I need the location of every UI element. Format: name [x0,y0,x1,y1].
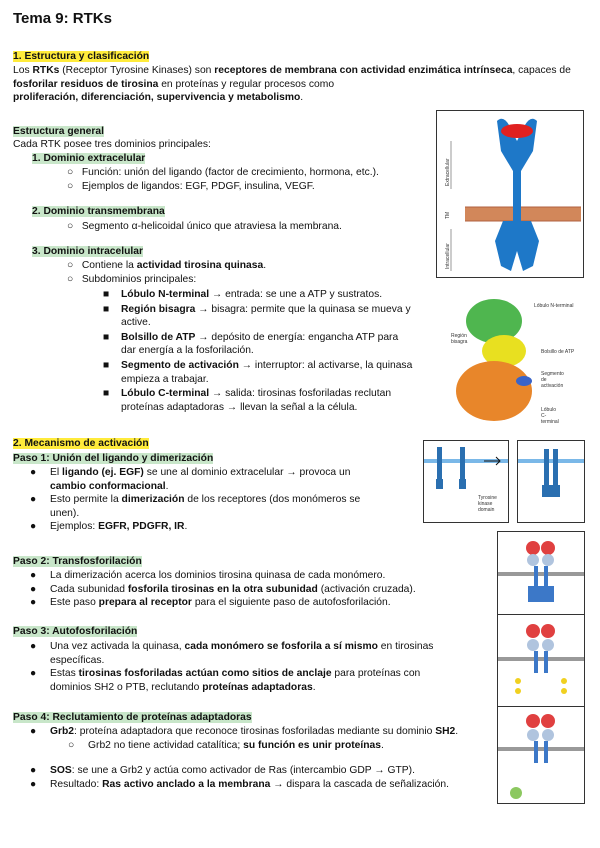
step-4-heading: Paso 4: Reclutamiento de proteínas adaptadoras [13,712,252,723]
c-lobe-shape [456,361,532,421]
transphosphorylation-figure [497,531,585,615]
step-1-bullets: ● El ligando (ej. EGF) se une al dominio extracelular → provoca un cambio conformacional. ● Esto permite la dimerización de los receptores (dos monómeros se unen). ● Ejemplos: EGFR, PDGFR, IR. [30,467,361,533]
svg-text:Región: Región [451,333,467,339]
ligand-shape [501,124,533,138]
subdomain-item: ■ Lóbulo N-terminal → entrada: se une a ATP y sustratos. [103,289,383,300]
domain-3-item: ○ Contiene la actividad tirosina quinasa. [67,260,267,271]
svg-text:terminal: terminal [541,419,559,425]
subdomain-item: ■ Región bisagra → bisagra: permite que la quinasa se mueva y active. [103,303,411,329]
section-2-heading: 2. Mecanismo de activación [13,438,149,449]
membrane-band [465,207,581,221]
svg-text:bisagra: bisagra [451,339,468,345]
struct-heading: Estructura general [13,126,104,137]
svg-text:activación: activación [541,383,564,389]
adaptor-recruitment-figure [497,706,585,804]
svg-text:Tyrosine: Tyrosine [478,495,497,501]
domain-2-item: ○ Segmento α-helicoidal único que atraviesa la membrana. [67,221,342,232]
domain-1-heading: 1. Dominio extracelular [32,153,146,164]
dimerization-figure-2 [517,440,585,523]
subdomain-item: ■ Segmento de activación → interruptor: al activarse, la quinasa empieza a trabajar. [103,359,413,385]
kinase-structure-figure [449,291,583,432]
svg-text:de: de [541,377,547,383]
domain-1-item: ○ Ejemplos de ligandos: EGF, PDGF, insulina, VEGF. [67,181,315,192]
svg-text:Segmento: Segmento [541,371,564,377]
step-4-bullets: ● Grb2: proteína adaptadora que reconoce tirosinas fosforiladas mediante su dominio SH2. ○ Grb2 no tiene actividad catalítica; su función es unir proteínas. ● SOS: se une a Grb2 y actúa como activador de Ras (intercambio GDP → GTP). ● Resultado: Ras activo anclado a la membrana → dispara la cascada de señalización. [30,726,459,790]
domain-2-heading: 2. Dominio transmembrana [32,206,165,217]
dimerization-figure-1 [423,440,509,523]
intracellular-label: Intracellular [445,243,451,269]
step-3-bullets: ● Una vez activada la quinasa, cada monómero se fosforila a sí mismo en tirosinas específicas. ● Estas tirosinas fosforiladas actúan como sitios de anclaje para proteínas con dominios SH2 o PTB, reclutando proteínas adaptadoras. [30,641,434,693]
step-2-bullets: ● La dimerización acerca los dominios tirosina quinasa de cada monómero. ● Cada subunidad fosforila tirosinas en la otra subunidad (activación cruzada). ● Este paso prepara al receptor para el siguiente paso de autofosforilación. [30,570,416,609]
svg-text:domain: domain [478,507,495,513]
svg-text:Bolsillo de ATP: Bolsillo de ATP [541,349,575,355]
step-3-heading: Paso 3: Autofosforilación [13,626,138,637]
section-1-heading: 1. Estructura y clasificación [13,51,150,62]
domain-1-item: ○ Función: unión del ligando (factor de crecimiento, hormona, etc.). [67,167,379,178]
step-2-heading: Paso 2: Transfosforilación [13,556,142,567]
domain-3-heading: 3. Dominio intracelular [32,246,144,257]
subdomain-list [103,288,433,414]
svg-text:C-: C- [541,413,547,419]
autophosphorylation-figure [497,614,585,707]
page-title: Tema 9: RTKs [13,10,112,27]
struct-text: Cada RTK posee tres dominios principales: [13,139,211,150]
subdomain-item: ■ Bolsillo de ATP → depósito de energía: engancha ATP para dar energía a la fosforilación. [103,331,399,357]
tm-label: TM [445,211,451,219]
extracellular-label: Extracellular [445,158,451,186]
intro-paragraph: Los RTKs (Receptor Tyrosine Kinases) son receptores de membrana con actividad enzimática intrínseca, capaces de fosforilar residuos de tirosina en proteínas y regular procesos como proliferación, diferenciación, supervivencia y metabolismo. [13,65,571,104]
n-lobe-label: Lóbulo N-terminal [534,303,574,309]
svg-text:Lóbulo: Lóbulo [541,407,557,413]
n-lobe-shape [466,299,522,343]
activation-segment-shape [516,376,532,386]
svg-text:kinase: kinase [478,501,493,507]
domain-3-item: ○ Subdominios principales: [67,274,197,285]
receptor-intracellular-domain [495,221,539,271]
rtk-structure-figure [436,110,584,278]
step-1-heading: Paso 1: Unión del ligando y dimerización [13,453,214,464]
subdomain-item: ■ Lóbulo C-terminal → salida: tirosinas fosforiladas reclutan proteínas adaptadoras → llevan la señal a la célula. [103,388,392,413]
